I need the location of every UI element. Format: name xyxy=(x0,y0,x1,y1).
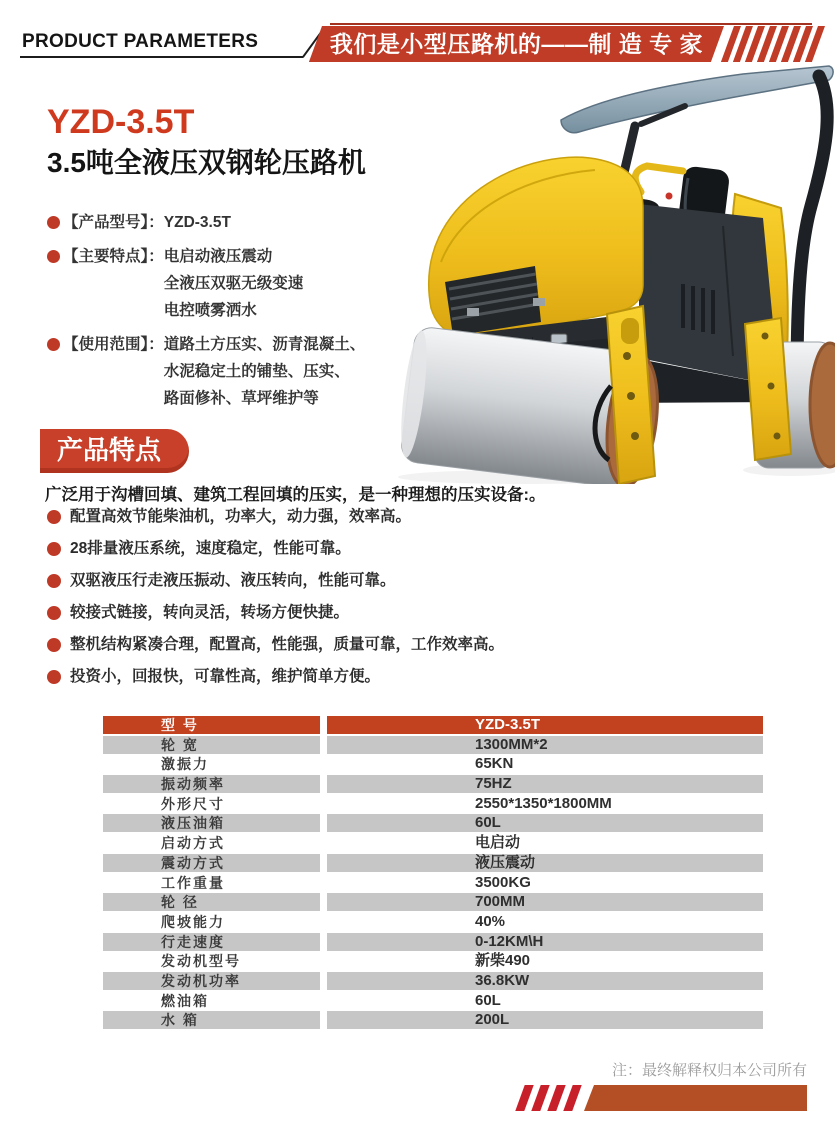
feature-item xyxy=(47,539,647,571)
bullet-dot-icon xyxy=(47,542,61,556)
bullet-dot-icon xyxy=(47,250,60,263)
bullet-dot-icon xyxy=(47,670,61,684)
spec-row-value: 36.8KW xyxy=(327,972,763,990)
spec-row-value: 3500KG xyxy=(327,874,763,892)
spec-header-value: YZD-3.5T xyxy=(327,716,763,734)
spec-row-label: 外形尺寸 xyxy=(103,795,320,813)
feature-item xyxy=(47,603,647,635)
bullet-dot-icon xyxy=(47,574,61,588)
spec-row xyxy=(103,755,763,773)
spec-row-label: 液压油箱 xyxy=(103,814,320,832)
spec-row-label: 爬坡能力 xyxy=(103,913,320,931)
spec-row xyxy=(103,854,763,872)
spec-row-value: 新柴490 xyxy=(327,952,763,970)
spec-row-label: 水 箱 xyxy=(103,1011,320,1029)
spec-row-value: 液压震动 xyxy=(327,854,763,872)
spec-row-label: 燃油箱 xyxy=(103,992,320,1010)
spec-row xyxy=(103,795,763,813)
spec-row-value: 200L xyxy=(327,1011,763,1029)
product-photo-roller xyxy=(383,56,835,484)
info-line: 道路土方压实、沥青混凝土、 xyxy=(163,336,366,353)
features-intro: 广泛用于沟槽回填、建筑工程回填的压实，是一种理想的压实设备:。 xyxy=(45,486,546,504)
spec-row-value: 2550*1350*1800MM xyxy=(327,795,763,813)
feature-item-text: 较接式链接，转向灵活，转场方便快捷。 xyxy=(70,604,350,621)
info-line: 路面修补、草坪维护等 xyxy=(163,390,319,407)
info-line: 全液压双驱无级变速 xyxy=(163,275,304,292)
info-item xyxy=(47,243,417,324)
info-item-lines xyxy=(164,209,231,236)
spec-row xyxy=(103,893,763,911)
bullet-dot-icon xyxy=(47,606,61,620)
info-item xyxy=(47,209,417,236)
feature-item xyxy=(47,667,647,699)
feature-item xyxy=(47,635,647,667)
spec-row-value: 0-12KM\H xyxy=(327,933,763,951)
spec-row-label: 发动机功率 xyxy=(103,972,320,990)
section-title: 产品特点 xyxy=(57,435,162,465)
spec-header-label: 型 号 xyxy=(103,716,320,734)
spec-row-label: 震动方式 xyxy=(103,854,320,872)
spec-row xyxy=(103,834,763,852)
spec-row-label: 振动频率 xyxy=(103,775,320,793)
spec-row-label: 工作重量 xyxy=(103,874,320,892)
section-title-badge xyxy=(40,429,189,473)
header-top-line xyxy=(330,23,812,25)
spec-row-label: 轮 径 xyxy=(103,893,320,911)
spec-row-value: 电启动 xyxy=(327,834,763,852)
spec-row xyxy=(103,775,763,793)
spec-row xyxy=(103,814,763,832)
bullet-dot-icon xyxy=(47,638,61,652)
footer-bar xyxy=(584,1085,807,1111)
spec-row-value: 40% xyxy=(327,913,763,931)
footer-note: 注：最终解释权归本公司所有 xyxy=(611,1062,807,1079)
product-name: 3.5吨全液压双钢轮压路机 xyxy=(47,147,366,178)
product-model: YZD-3.5T xyxy=(47,103,195,141)
info-line: 电控喷雾洒水 xyxy=(163,302,257,319)
info-item-lines xyxy=(164,331,366,412)
spec-row xyxy=(103,972,763,990)
spec-row-value: 700MM xyxy=(327,893,763,911)
spec-row xyxy=(103,913,763,931)
spec-row xyxy=(103,992,763,1010)
spec-row xyxy=(103,874,763,892)
feature-item xyxy=(47,571,647,603)
spec-row-label: 激振力 xyxy=(103,755,320,773)
feature-item-text: 投资小，回报快，可靠性高，维护简单方便。 xyxy=(70,668,381,685)
info-line: 电启动液压震动 xyxy=(163,248,273,265)
info-item-lines xyxy=(164,243,304,324)
spec-row-value: 60L xyxy=(327,814,763,832)
feature-item-text: 配置高效节能柴油机，功率大，动力强，效率高。 xyxy=(70,508,412,525)
header-underline xyxy=(20,56,303,58)
page-title: PRODUCT PARAMETERS xyxy=(22,31,259,52)
spec-row-label: 行走速度 xyxy=(103,933,320,951)
spec-row-label: 轮 宽 xyxy=(103,736,320,754)
spec-table-header-row xyxy=(103,716,763,734)
spec-row-value: 65KN xyxy=(327,755,763,773)
info-item-label: 【使用范围】： xyxy=(63,336,164,353)
header-banner-text: 我们是小型压路机的——制 造 专 家 xyxy=(329,31,704,57)
feature-item-text: 双驱液压行走液压振动、液压转向，性能可靠。 xyxy=(70,572,396,589)
bullet-dot-icon xyxy=(47,338,60,351)
info-item-label: 【主要特点】： xyxy=(63,248,164,265)
spec-row-value: 75HZ xyxy=(327,775,763,793)
spec-row xyxy=(103,933,763,951)
feature-item-text: 28排量液压系统，速度稳定，性能可靠。 xyxy=(70,540,351,557)
info-line: 水泥稳定土的铺垫、压实、 xyxy=(163,363,350,380)
footer-stripes-icon xyxy=(515,1085,581,1111)
info-item-label: 【产品型号】： xyxy=(63,214,164,231)
spec-row-value: 1300MM*2 xyxy=(327,736,763,754)
spec-row-label: 启动方式 xyxy=(103,834,320,852)
feature-item-text: 整机结构紧凑合理，配置高，性能强，质量可靠，工作效率高。 xyxy=(70,636,505,653)
spec-row xyxy=(103,736,763,754)
info-item xyxy=(47,331,417,412)
feature-list xyxy=(47,507,647,699)
product-info-list xyxy=(47,209,417,419)
spec-row-value: 60L xyxy=(327,992,763,1010)
spec-row-label: 发动机型号 xyxy=(103,952,320,970)
bullet-dot-icon xyxy=(47,216,60,229)
spec-row xyxy=(103,1011,763,1029)
bullet-dot-icon xyxy=(47,510,61,524)
spec-table xyxy=(103,716,763,1029)
feature-item xyxy=(47,507,647,539)
info-line: YZD-3.5T xyxy=(163,214,231,231)
spec-row xyxy=(103,952,763,970)
